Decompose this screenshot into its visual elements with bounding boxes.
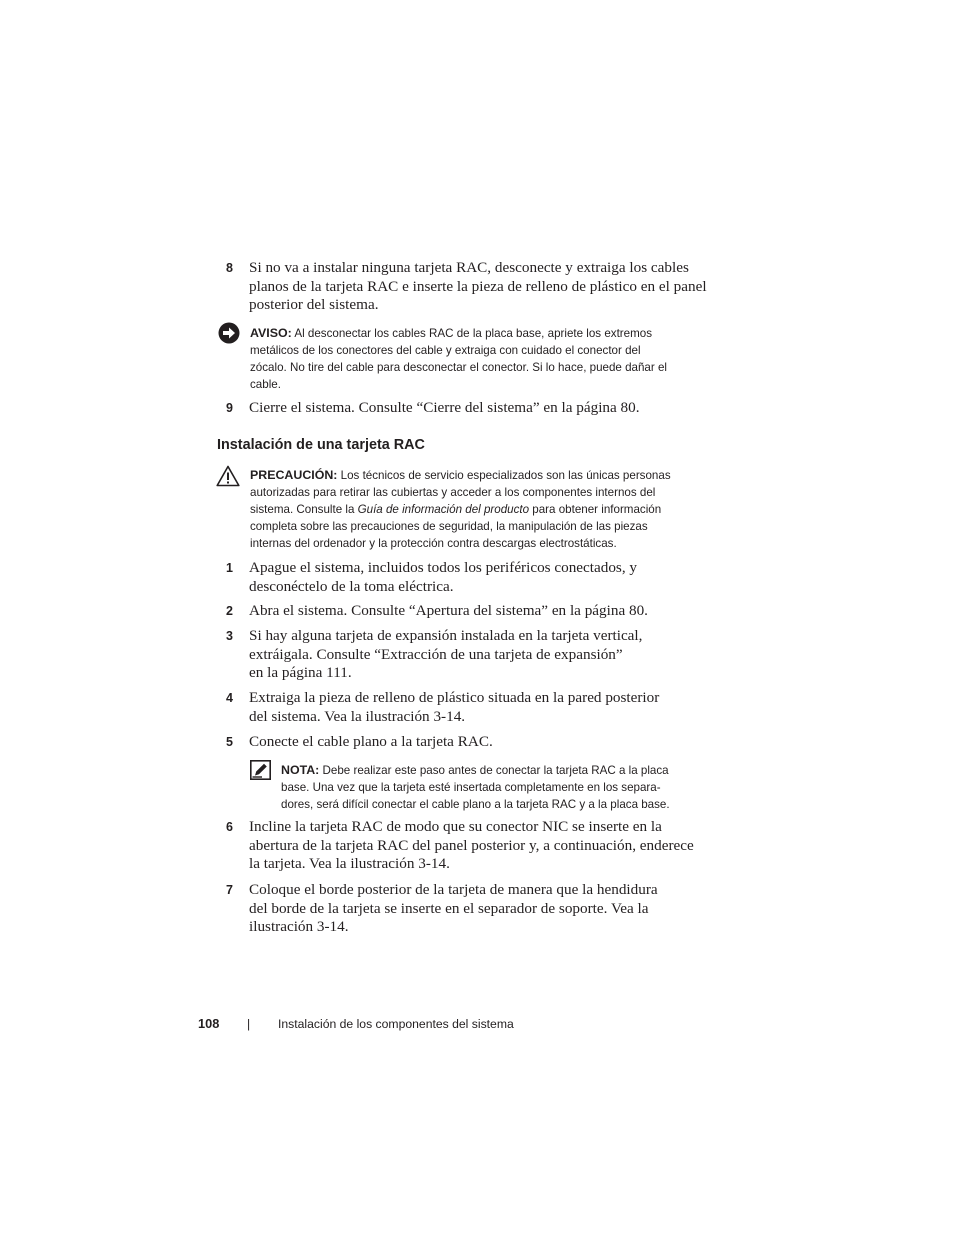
step-number: 2 (226, 604, 233, 618)
aviso-label: AVISO: (250, 326, 292, 340)
step-text: Si no va a instalar ninguna tarjeta RAC, desconecte y extraiga los cables planos de la tarjeta RAC e inserte la pieza de relleno de plástico en el panel posterior del sistema. (249, 259, 707, 314)
aviso-text-line1: Al desconectar los cables RAC de la placa base, apriete los extremos (291, 327, 653, 340)
section-title: Instalación de una tarjeta RAC (217, 437, 425, 453)
step-1 (226, 559, 726, 596)
nota-notice (281, 762, 731, 813)
precaucion-text-1: Los técnicos de servicio especializados son las únicas personas autorizadas para retirar las cubiertas y acceder a los componentes internos del sistema. Consulte la (250, 469, 671, 516)
nota-label: NOTA: (281, 763, 320, 777)
aviso-text-rest: metálicos de los conectores del cable y extraiga con cuidado el conector del zócalo. No tire del cable para desconectar el conector. Si lo hace, puede dañar el cable. (250, 344, 667, 391)
step-text: Apague el sistema, incluidos todos los periféricos conectados, y desconéctelo de la toma eléctrica. (249, 559, 638, 595)
step-number: 7 (226, 883, 233, 897)
precaucion-text-2: para obtener información completa sobre las precauciones de seguridad, la manipulación de las piezas internas del ordenador y la protección contra descargas electrostáticas. (250, 503, 662, 550)
step-7 (226, 881, 726, 937)
step-number: 6 (226, 820, 233, 834)
guide-title: Guía de información del producto (357, 503, 530, 516)
step-text: Extraiga la pieza de relleno de plástico situada en la pared posterior del sistema. Vea la ilustración 3-14. (249, 689, 660, 725)
step-number: 4 (226, 691, 233, 705)
note-pencil-icon (250, 760, 271, 785)
footer-separator: | (247, 1017, 251, 1031)
step-6 (226, 818, 726, 874)
step-number: 3 (226, 629, 233, 643)
step-3 (226, 627, 726, 683)
page-number: 108 (198, 1016, 220, 1031)
step-8 (226, 259, 726, 315)
step-text: Conecte el cable plano a la tarjeta RAC. (249, 733, 493, 750)
step-4 (226, 689, 726, 726)
precaucion-label: PRECAUCIÓN: (250, 468, 338, 482)
nota-text-line1: Debe realizar este paso antes de conectar la tarjeta RAC a la placa (319, 764, 669, 777)
step-number: 5 (226, 735, 233, 749)
precaucion-notice (250, 467, 730, 552)
step-text: Coloque el borde posterior de la tarjeta de manera que la hendidura del borde de la tarjeta se inserte en el separador de soporte. Vea la ilustración 3-14. (249, 881, 658, 936)
step-text: Cierre el sistema. Consulte “Cierre del sistema” en la página 80. (249, 399, 640, 416)
step-5 (226, 733, 726, 752)
step-text: Si hay alguna tarjeta de expansión instalada en la tarjeta vertical, extráigala. Consulte “Extracción de una tarjeta de expansión” en la página 111. (249, 627, 643, 682)
step-number: 8 (226, 261, 233, 275)
warning-triangle-icon (216, 465, 240, 492)
step-text: Abra el sistema. Consulte “Apertura del sistema” en la página 80. (249, 602, 648, 619)
notice-arrow-icon (218, 322, 240, 349)
footer-chapter-title: Instalación de los componentes del sistema (278, 1017, 514, 1031)
step-text: Incline la tarjeta RAC de modo que su conector NIC se inserte en la abertura de la tarjeta RAC del panel posterior y, a continuación, enderece la tarjeta. Vea la ilustración 3-14. (249, 818, 694, 873)
step-2 (226, 602, 726, 621)
aviso-notice (250, 325, 730, 393)
step-9 (226, 399, 726, 418)
step-number: 1 (226, 561, 233, 575)
step-number: 9 (226, 401, 233, 415)
nota-text-rest: base. Una vez que la tarjeta esté insertada completamente en los separa- dores, será difícil conectar el cable plano a la tarjeta RAC y a la placa base. (281, 781, 670, 811)
